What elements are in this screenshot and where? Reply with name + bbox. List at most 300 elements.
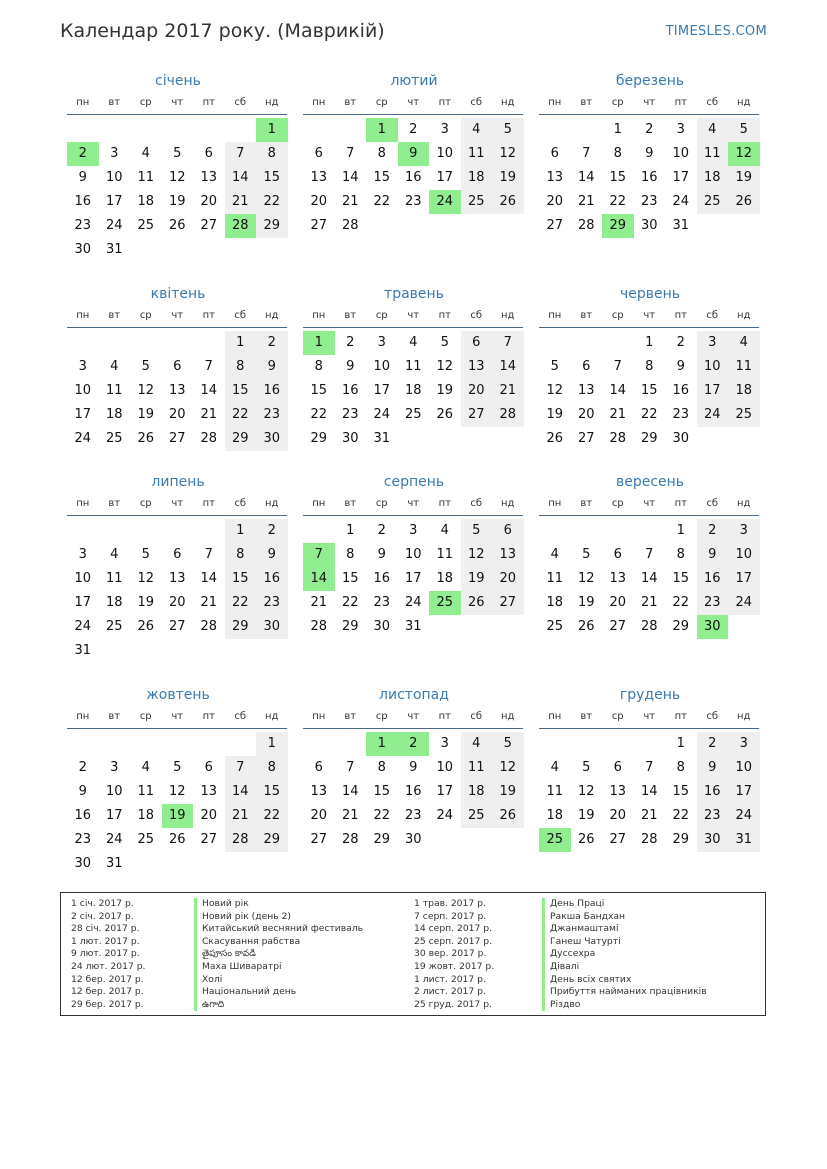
day-cell: 15 — [609, 170, 627, 185]
day-cell: 17 — [728, 567, 760, 591]
day-cell: 4 — [141, 146, 150, 161]
day-cell: 19 — [436, 383, 454, 398]
day-cell: 22 — [341, 595, 359, 610]
legend-holiday-name: День всіх святих — [542, 974, 707, 987]
day-cell: 14 — [640, 784, 658, 799]
legend-holiday-name: Джанмаштамі — [542, 923, 707, 936]
day-cell: 22 — [256, 804, 288, 828]
day-cell: 3 — [377, 335, 386, 350]
weekday-label: вт — [580, 711, 593, 722]
legend-date: 25 груд. 2017 р. — [414, 998, 492, 1010]
legend-date: 1 лист. 2017 р. — [414, 973, 486, 985]
day-cell: 11 — [404, 359, 422, 374]
month-name: лютий — [390, 73, 438, 89]
weekday-label: вт — [344, 310, 357, 321]
day-cell: 23 — [640, 194, 658, 209]
month-divider — [67, 728, 287, 729]
day-cell: 6 — [204, 146, 213, 161]
day-cell: 28 — [225, 828, 257, 852]
day-cell: 21 — [341, 808, 359, 823]
month-divider — [539, 327, 759, 328]
day-cell: 26 — [461, 591, 493, 615]
day-cell: 21 — [492, 379, 524, 403]
day-cell: 22 — [373, 194, 391, 209]
weekday-label: пт — [674, 97, 687, 108]
day-cell: 27 — [200, 218, 218, 233]
weekday-label: пт — [674, 498, 687, 509]
weekday-label: нд — [501, 310, 515, 321]
day-cell: 26 — [436, 407, 454, 422]
day-cell: 26 — [546, 431, 564, 446]
day-cell: 28 — [609, 431, 627, 446]
day-cell: 2 — [697, 732, 729, 756]
day-cell: 25 — [404, 407, 422, 422]
day-cell: 28 — [200, 431, 218, 446]
day-cell: 6 — [173, 359, 182, 374]
day-cell: 12 — [137, 571, 155, 586]
day-cell: 8 — [377, 146, 386, 161]
day-cell: 8 — [613, 146, 622, 161]
day-cell: 17 — [105, 194, 123, 209]
weekday-label: пт — [202, 97, 215, 108]
day-cell: 12 — [461, 543, 493, 567]
weekday-label: чт — [407, 711, 420, 722]
day-cell: 24 — [105, 218, 123, 233]
weekday-label: нд — [265, 97, 279, 108]
day-cell: 15 — [373, 784, 391, 799]
day-cell: 27 — [577, 431, 595, 446]
legend-holiday-name: Дівалі — [542, 961, 707, 974]
holiday-day-cell: 7 — [303, 543, 335, 567]
legend-holiday-name: Дуссехра — [542, 948, 707, 961]
day-cell: 20 — [609, 808, 627, 823]
month-name: серпень — [383, 474, 445, 490]
day-cell: 6 — [613, 547, 622, 562]
holiday-day-cell: 1 — [366, 118, 398, 142]
day-cell: 25 — [461, 190, 493, 214]
weekday-label: чт — [643, 310, 656, 321]
day-cell: 27 — [461, 403, 493, 427]
day-cell: 2 — [256, 331, 288, 355]
holiday-day-cell: 14 — [303, 567, 335, 591]
day-cell: 18 — [697, 166, 729, 190]
holiday-day-cell: 1 — [366, 732, 398, 756]
legend-holiday-name: Ракша Бандхан — [542, 911, 707, 924]
day-cell: 22 — [672, 808, 690, 823]
weekday-label: вт — [580, 310, 593, 321]
day-cell: 18 — [137, 808, 155, 823]
day-cell: 26 — [168, 832, 186, 847]
day-cell: 14 — [640, 571, 658, 586]
weekday-label: пт — [202, 310, 215, 321]
legend-date: 12 бер. 2017 р. — [71, 973, 144, 985]
day-cell: 21 — [640, 808, 658, 823]
day-cell: 18 — [546, 595, 564, 610]
month-name: листопад — [379, 687, 449, 703]
holiday-day-cell: 19 — [162, 804, 194, 828]
day-cell: 5 — [492, 118, 524, 142]
day-cell: 4 — [440, 523, 449, 538]
legend-holiday-name: Маха Шиваратрі — [194, 961, 363, 974]
weekday-label: ср — [375, 498, 388, 509]
weekday-label: пн — [76, 310, 90, 321]
day-cell: 12 — [546, 383, 564, 398]
day-cell: 17 — [105, 808, 123, 823]
weekday-label: сб — [470, 310, 483, 321]
day-cell: 14 — [577, 170, 595, 185]
day-cell: 27 — [609, 619, 627, 634]
day-cell: 2 — [409, 122, 418, 137]
weekday-label: ср — [611, 711, 624, 722]
day-cell: 30 — [697, 828, 729, 852]
day-cell: 18 — [404, 383, 422, 398]
weekday-label: вт — [344, 498, 357, 509]
day-cell: 3 — [110, 760, 119, 775]
day-cell: 7 — [346, 760, 355, 775]
day-cell: 18 — [461, 780, 493, 804]
weekday-label: нд — [737, 97, 751, 108]
holiday-day-cell: 25 — [539, 828, 571, 852]
legend-date: 12 бер. 2017 р. — [71, 986, 144, 998]
day-cell: 30 — [256, 615, 288, 639]
day-cell: 5 — [440, 335, 449, 350]
day-cell: 29 — [225, 427, 257, 451]
day-cell: 8 — [256, 756, 288, 780]
day-cell: 16 — [74, 808, 92, 823]
day-cell: 14 — [341, 170, 359, 185]
day-cell: 11 — [728, 355, 760, 379]
holiday-day-cell: 2 — [67, 142, 99, 166]
day-cell: 1 — [225, 331, 257, 355]
day-cell: 16 — [256, 379, 288, 403]
day-cell: 4 — [409, 335, 418, 350]
legend-holiday-name: Скасування рабства — [194, 936, 363, 949]
day-cell: 7 — [613, 359, 622, 374]
day-cell: 25 — [697, 190, 729, 214]
day-cell: 11 — [546, 784, 564, 799]
weekday-label: пн — [76, 711, 90, 722]
day-cell: 3 — [110, 146, 119, 161]
day-cell: 16 — [341, 383, 359, 398]
day-cell: 10 — [672, 146, 690, 161]
day-cell: 7 — [204, 547, 213, 562]
day-cell: 26 — [728, 190, 760, 214]
day-cell: 26 — [137, 431, 155, 446]
day-cell: 21 — [310, 595, 328, 610]
legend-date: 29 бер. 2017 р. — [71, 998, 144, 1010]
weekday-label: сб — [234, 310, 247, 321]
legend-dates-right — [414, 898, 494, 1011]
day-cell: 1 — [676, 736, 685, 751]
day-cell: 22 — [256, 190, 288, 214]
day-cell: 26 — [492, 804, 524, 828]
day-cell: 28 — [341, 832, 359, 847]
day-cell: 23 — [256, 591, 288, 615]
day-cell: 16 — [697, 780, 729, 804]
day-cell: 25 — [105, 431, 123, 446]
month-name: вересень — [615, 474, 685, 490]
day-cell: 8 — [314, 359, 323, 374]
day-cell: 9 — [697, 543, 729, 567]
month-name: грудень — [619, 687, 681, 703]
day-cell: 9 — [377, 547, 386, 562]
weekday-label: пт — [438, 310, 451, 321]
month-divider — [67, 114, 287, 115]
weekday-label: нд — [265, 711, 279, 722]
day-cell: 13 — [310, 784, 328, 799]
day-cell: 5 — [173, 146, 182, 161]
day-cell: 15 — [225, 379, 257, 403]
weekday-label: чт — [171, 97, 184, 108]
day-cell: 30 — [74, 856, 92, 871]
legend-date: 19 жовт. 2017 р. — [414, 960, 495, 972]
weekday-label: пт — [438, 711, 451, 722]
day-cell: 4 — [461, 732, 493, 756]
holiday-day-cell: 29 — [602, 214, 634, 238]
day-cell: 2 — [645, 122, 654, 137]
holiday-day-cell: 1 — [256, 118, 288, 142]
weekday-label: сб — [706, 711, 719, 722]
day-cell: 10 — [728, 756, 760, 780]
day-cell: 30 — [640, 218, 658, 233]
day-cell: 27 — [168, 619, 186, 634]
day-cell: 20 — [310, 808, 328, 823]
day-cell: 19 — [577, 595, 595, 610]
day-cell: 4 — [141, 760, 150, 775]
day-cell: 24 — [404, 595, 422, 610]
holiday-day-cell: 12 — [728, 142, 760, 166]
month-divider — [539, 728, 759, 729]
day-cell: 12 — [137, 383, 155, 398]
brand-link[interactable]: TIMESLES.COM — [665, 24, 767, 39]
day-cell: 10 — [74, 571, 92, 586]
day-cell: 12 — [436, 359, 454, 374]
day-cell: 13 — [546, 170, 564, 185]
legend-date: 28 січ. 2017 р. — [71, 923, 140, 935]
day-cell: 7 — [645, 547, 654, 562]
day-cell: 27 — [310, 218, 328, 233]
day-cell: 19 — [728, 166, 760, 190]
day-cell: 21 — [225, 190, 257, 214]
legend-date: 30 вер. 2017 р. — [414, 948, 487, 960]
day-cell: 5 — [141, 359, 150, 374]
weekday-label: нд — [501, 97, 515, 108]
weekday-label: нд — [737, 310, 751, 321]
day-cell: 18 — [137, 194, 155, 209]
day-cell: 15 — [256, 780, 288, 804]
day-cell: 6 — [613, 760, 622, 775]
day-cell: 7 — [645, 760, 654, 775]
day-cell: 27 — [492, 591, 524, 615]
day-cell: 31 — [74, 643, 92, 658]
day-cell: 5 — [550, 359, 559, 374]
holiday-day-cell: 28 — [225, 214, 257, 238]
day-cell: 21 — [640, 595, 658, 610]
day-cell: 4 — [461, 118, 493, 142]
day-cell: 19 — [137, 407, 155, 422]
day-cell: 4 — [110, 547, 119, 562]
holiday-day-cell: 1 — [303, 331, 335, 355]
day-cell: 11 — [461, 756, 493, 780]
weekday-label: пн — [548, 498, 562, 509]
weekday-label: чт — [407, 310, 420, 321]
legend-holiday-name: День Праці — [542, 898, 707, 911]
day-cell: 23 — [256, 403, 288, 427]
day-cell: 23 — [697, 591, 729, 615]
legend-holiday-name: Холі — [194, 974, 363, 987]
day-cell: 3 — [440, 736, 449, 751]
page-title: Календар 2017 року. (Маврикій) — [60, 20, 385, 42]
month-name: квітень — [150, 286, 206, 302]
day-cell: 31 — [672, 218, 690, 233]
day-cell: 10 — [436, 760, 454, 775]
weekday-label: ср — [611, 97, 624, 108]
weekday-label: ср — [375, 711, 388, 722]
month-divider — [303, 728, 523, 729]
day-cell: 21 — [200, 407, 218, 422]
day-cell: 1 — [676, 523, 685, 538]
day-cell: 22 — [373, 808, 391, 823]
day-cell: 12 — [492, 756, 524, 780]
day-cell: 23 — [74, 218, 92, 233]
day-cell: 6 — [550, 146, 559, 161]
day-cell: 14 — [200, 571, 218, 586]
day-cell: 25 — [461, 804, 493, 828]
day-cell: 26 — [577, 619, 595, 634]
weekday-label: нд — [737, 498, 751, 509]
day-cell: 18 — [105, 407, 123, 422]
day-cell: 13 — [609, 571, 627, 586]
day-cell: 9 — [645, 146, 654, 161]
weekday-label: пн — [76, 498, 90, 509]
day-cell: 13 — [310, 170, 328, 185]
weekday-label: вт — [108, 711, 121, 722]
day-cell: 5 — [582, 760, 591, 775]
weekday-label: чт — [643, 711, 656, 722]
day-cell: 2 — [697, 519, 729, 543]
day-cell: 20 — [609, 595, 627, 610]
day-cell: 11 — [137, 784, 155, 799]
day-cell: 15 — [373, 170, 391, 185]
day-cell: 16 — [640, 170, 658, 185]
day-cell: 29 — [672, 619, 690, 634]
day-cell: 31 — [728, 828, 760, 852]
day-cell: 8 — [225, 355, 257, 379]
legend-names-left — [194, 898, 363, 1011]
month-divider — [539, 114, 759, 115]
weekday-label: сб — [706, 498, 719, 509]
day-cell: 16 — [672, 383, 690, 398]
weekday-label: сб — [470, 711, 483, 722]
day-cell: 8 — [377, 760, 386, 775]
day-cell: 25 — [137, 832, 155, 847]
legend-holiday-name: Новий рік (день 2) — [194, 911, 363, 924]
day-cell: 9 — [78, 784, 87, 799]
day-cell: 30 — [341, 431, 359, 446]
day-cell: 23 — [404, 194, 422, 209]
day-cell: 1 — [645, 335, 654, 350]
day-cell: 29 — [373, 832, 391, 847]
day-cell: 30 — [256, 427, 288, 451]
day-cell: 3 — [728, 732, 760, 756]
weekday-label: вт — [108, 498, 121, 509]
day-cell: 23 — [404, 808, 422, 823]
month-name: жовтень — [146, 687, 210, 703]
day-cell: 2 — [346, 335, 355, 350]
legend-date: 2 січ. 2017 р. — [71, 910, 134, 922]
day-cell: 24 — [74, 431, 92, 446]
day-cell: 4 — [550, 547, 559, 562]
legend-holiday-name: ఉగాది — [194, 999, 363, 1012]
day-cell: 28 — [492, 403, 524, 427]
weekday-label: ср — [139, 310, 152, 321]
day-cell: 15 — [640, 383, 658, 398]
weekday-label: сб — [234, 711, 247, 722]
day-cell: 7 — [225, 756, 257, 780]
month-divider — [67, 327, 287, 328]
day-cell: 9 — [346, 359, 355, 374]
day-cell: 9 — [256, 355, 288, 379]
day-cell: 16 — [373, 571, 391, 586]
day-cell: 28 — [310, 619, 328, 634]
day-cell: 15 — [341, 571, 359, 586]
day-cell: 16 — [697, 567, 729, 591]
day-cell: 18 — [436, 571, 454, 586]
weekday-label: нд — [501, 498, 515, 509]
day-cell: 17 — [672, 170, 690, 185]
day-cell: 2 — [256, 519, 288, 543]
day-cell: 9 — [409, 760, 418, 775]
day-cell: 27 — [200, 832, 218, 847]
day-cell: 13 — [492, 543, 524, 567]
weekday-label: пн — [312, 498, 326, 509]
legend-date: 14 серп. 2017 р. — [414, 923, 493, 935]
day-cell: 22 — [609, 194, 627, 209]
day-cell: 3 — [78, 547, 87, 562]
weekday-label: ср — [375, 310, 388, 321]
day-cell: 14 — [609, 383, 627, 398]
day-cell: 21 — [225, 804, 257, 828]
day-cell: 1 — [256, 732, 288, 756]
day-cell: 5 — [582, 547, 591, 562]
weekday-label: пт — [438, 97, 451, 108]
month-divider — [67, 515, 287, 516]
month-name: березень — [615, 73, 685, 89]
day-cell: 19 — [137, 595, 155, 610]
day-cell: 5 — [173, 760, 182, 775]
day-cell: 24 — [436, 808, 454, 823]
day-cell: 3 — [78, 359, 87, 374]
day-cell: 19 — [168, 194, 186, 209]
day-cell: 18 — [461, 166, 493, 190]
day-cell: 11 — [461, 142, 493, 166]
day-cell: 25 — [137, 218, 155, 233]
day-cell: 5 — [461, 519, 493, 543]
day-cell: 3 — [697, 331, 729, 355]
holiday-day-cell: 24 — [429, 190, 461, 214]
day-cell: 10 — [105, 784, 123, 799]
month-name: травень — [384, 286, 444, 302]
day-cell: 28 — [200, 619, 218, 634]
day-cell: 21 — [609, 407, 627, 422]
day-cell: 17 — [697, 379, 729, 403]
day-cell: 10 — [74, 383, 92, 398]
weekday-label: чт — [171, 310, 184, 321]
day-cell: 9 — [256, 543, 288, 567]
day-cell: 5 — [492, 732, 524, 756]
weekday-label: пт — [202, 711, 215, 722]
day-cell: 8 — [225, 543, 257, 567]
